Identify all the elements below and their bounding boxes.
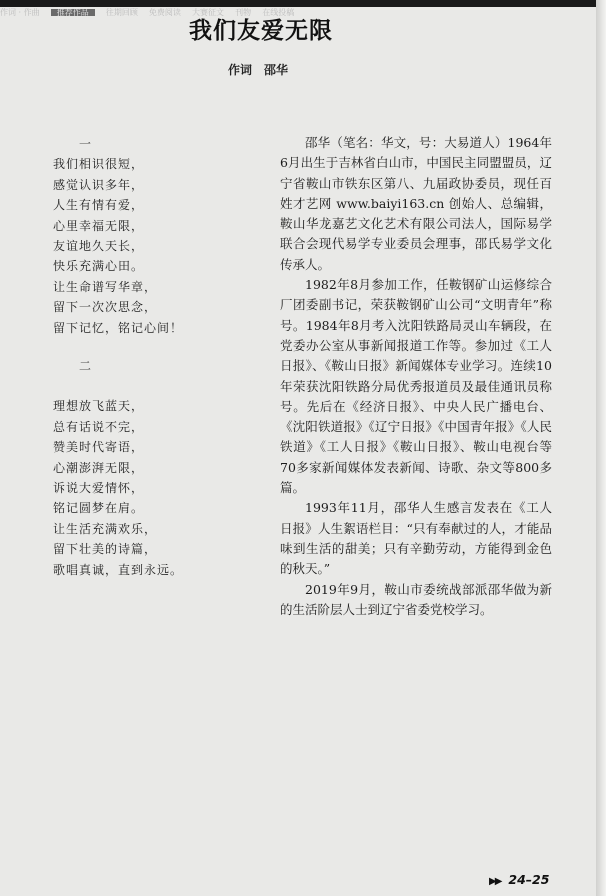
page-number bbox=[489, 872, 549, 887]
poem-line: 人生有情有爱， bbox=[53, 198, 145, 213]
poem-line: 我们相识很短， bbox=[53, 157, 145, 172]
poem-line: 歌唱真诚，直到永远。 bbox=[53, 562, 184, 577]
poem-line: 感觉认识多年， bbox=[53, 177, 145, 192]
author-biography bbox=[280, 133, 552, 620]
poem-section-one bbox=[53, 134, 183, 338]
poem-line: 留下一次次思念， bbox=[53, 300, 158, 315]
bio-paragraph: 2019年9月，鞍山市委统战部派邵华做为新的生活阶层人士到辽宁省委党校学习。 bbox=[280, 581, 552, 617]
toolbar-item[interactable]: 在线投稿 bbox=[262, 8, 295, 17]
page-title: 我们友爱无限 bbox=[189, 18, 333, 44]
toolbar-item-active[interactable]: 推荐作品 bbox=[51, 9, 95, 16]
poem-line: 留下壮美的诗篇， bbox=[53, 542, 158, 557]
byline bbox=[228, 61, 300, 78]
bio-paragraph: 邵华（笔名：华文，号：大易道人）1964年6月出生于吉林省白山市，中国民主同盟盟员，辽宁省鞍山市铁东区第八、九届政协委员，现任百姓才艺网 www.baiyi163.cn 创始人、总编辑，鞍山华龙嘉艺文化艺术有限公司法人，国际易学联合会现代易学专业委员会理事，邵氏易学文化传承人。 bbox=[280, 135, 552, 272]
poem-line: 理想放飞蓝天， bbox=[53, 399, 145, 414]
poem-line: 友谊地久天长， bbox=[53, 239, 145, 254]
poem-line: 让生活充满欢乐， bbox=[53, 521, 158, 536]
poem-line: 诉说大爱情怀， bbox=[53, 481, 145, 496]
byline-author: 邵华 bbox=[264, 63, 289, 77]
page-edge-shadow bbox=[596, 0, 606, 896]
page-number-text: 24–25 bbox=[508, 872, 550, 887]
poem-line: 心潮澎湃无限， bbox=[53, 460, 145, 475]
double-arrow-icon: ▶▶ bbox=[489, 876, 501, 887]
toolbar-item[interactable]: 刊物 bbox=[235, 8, 252, 17]
toolbar-item[interactable]: 大赛征文 bbox=[192, 8, 225, 17]
toolbar-item[interactable]: 免费阅读 bbox=[148, 8, 181, 17]
byline-role: 作词 bbox=[228, 63, 253, 77]
poem-line: 快乐充满心田。 bbox=[53, 259, 145, 274]
poem-line: 铭记圆梦在肩。 bbox=[53, 501, 145, 516]
toolbar-item[interactable]: 作词 · 作曲 bbox=[0, 8, 40, 17]
bio-paragraph: 1982年8月参加工作，任鞍钢矿山运修综合厂团委副书记，荣获鞍钢矿山公司“文明青年”称号。1984年8月考入沈阳铁路局灵山车辆段，在党委办公室从事新闻报道工作等。参加过《工人日报》、《鞍山日报》新闻媒体专业学习。连续10年荣获沈阳铁路分局优秀报道员及最佳通讯员称号。先后在《经济日报》、中央人民广播电台、《沈阳铁道报》《辽宁日报》《中国青年报》《人民铁道》《工人日报》《鞍山日报》、鞍山电视台等70多家新闻媒体发表新闻、诗歌、杂文等800多篇。 bbox=[280, 277, 552, 496]
toolbar-item[interactable]: 往期回顾 bbox=[105, 8, 138, 17]
poem-line: 总有话说不完， bbox=[53, 419, 145, 434]
top-toolbar-strip bbox=[0, 0, 606, 17]
section-number: 一 bbox=[79, 137, 93, 151]
poem-line: 心里幸福无限， bbox=[53, 218, 145, 233]
poem-line: 留下记忆，铭记心间！ bbox=[53, 320, 184, 335]
section-number: 二 bbox=[79, 359, 93, 373]
poem-line: 让生命谱写华章， bbox=[53, 279, 158, 294]
poem-line: 赞美时代寄语， bbox=[53, 440, 145, 455]
poem-section-two bbox=[53, 356, 183, 580]
bio-paragraph: 1993年11月，邵华人生感言发表在《工人日报》人生絮语栏目：“只有奉献过的人，才能品味到生活的甜美；只有辛勤劳动，方能得到金色的秋天。” bbox=[280, 500, 552, 577]
